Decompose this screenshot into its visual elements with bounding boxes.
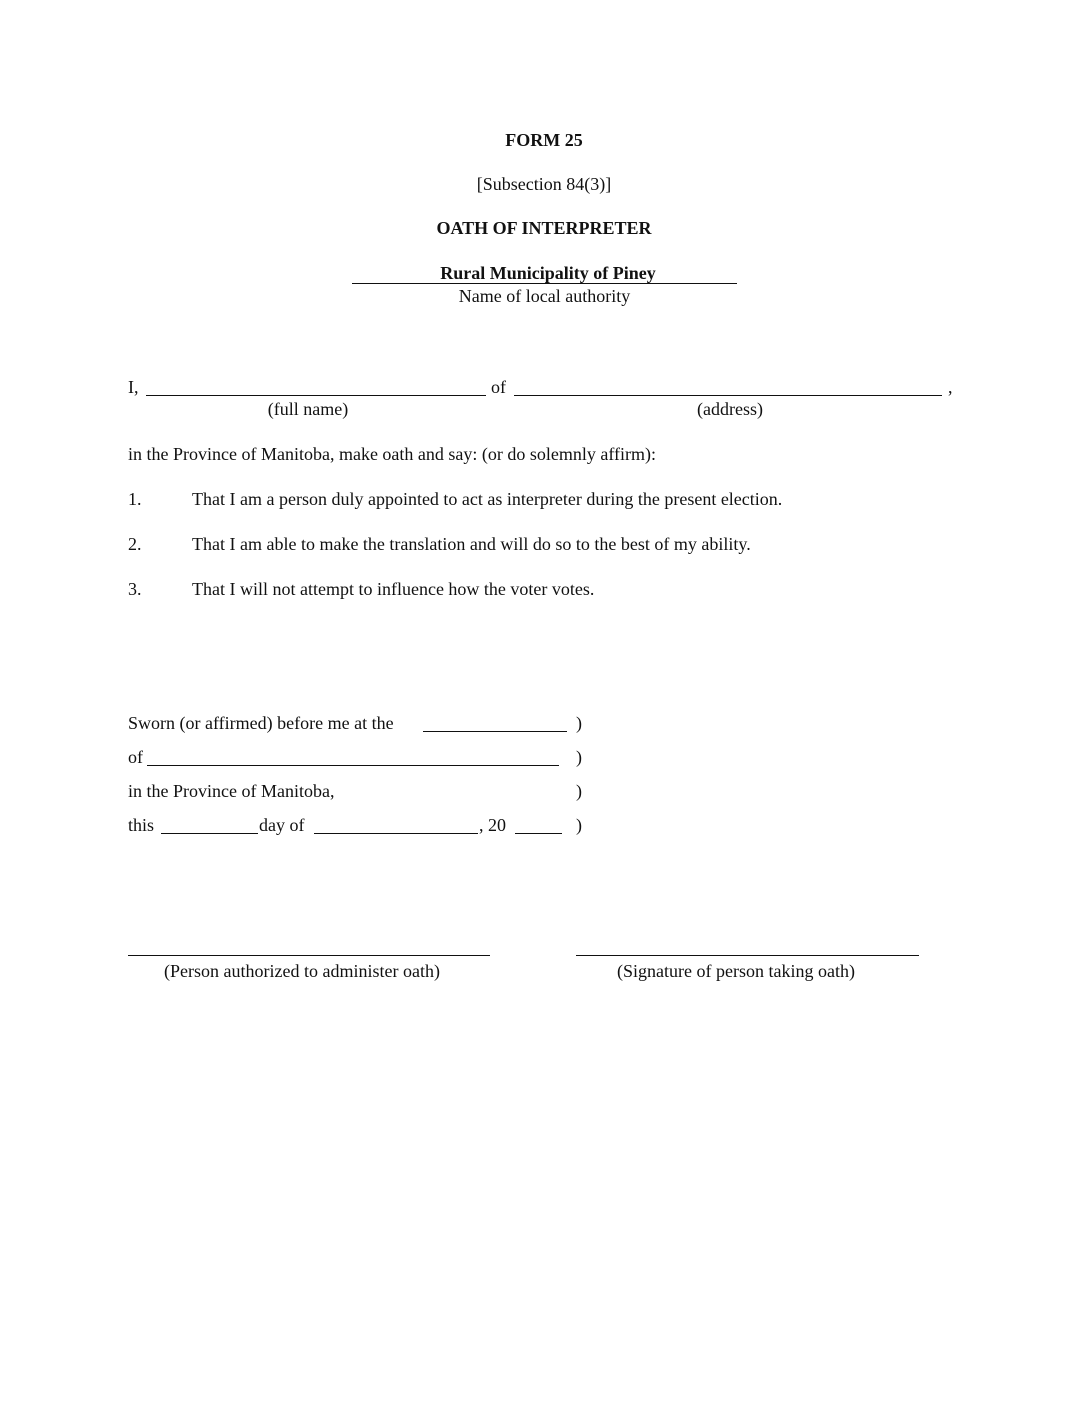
oath-intro: in the Province of Manitoba, make oath and say: (or do solemnly affirm): xyxy=(128,444,657,464)
statement-text-1: That I am a person duly appointed to act as interpreter during the present election. xyxy=(192,489,783,509)
jurat-bracket-2: ) xyxy=(576,747,582,767)
address-field[interactable] xyxy=(514,395,942,396)
sworn-day-field[interactable] xyxy=(161,833,258,834)
local-authority-line xyxy=(352,283,737,284)
sworn-place-field[interactable] xyxy=(423,731,567,732)
subsection-reference: [Subsection 84(3)] xyxy=(476,174,612,194)
local-authority-caption: Name of local authority xyxy=(458,286,631,306)
jurat-of-label: of xyxy=(128,747,143,767)
sworn-municipality-field[interactable] xyxy=(147,765,559,766)
declarant-trailing-comma: , xyxy=(948,377,953,397)
declarant-prefix: I, xyxy=(128,377,139,397)
oath-taker-signature-line[interactable] xyxy=(576,955,919,956)
statement-number-3: 3. xyxy=(128,579,142,599)
jurat-day-of-label: day of xyxy=(259,815,305,835)
statement-number-1: 1. xyxy=(128,489,142,509)
jurat-bracket-1: ) xyxy=(576,713,582,733)
jurat-bracket-3: ) xyxy=(576,781,582,801)
form-number: FORM 25 xyxy=(505,130,583,150)
administrator-signature-caption: (Person authorized to administer oath) xyxy=(164,961,440,981)
statement-text-2: That I am able to make the translation and will do so to the best of my ability. xyxy=(192,534,751,554)
full-name-field[interactable] xyxy=(146,395,486,396)
full-name-caption: (full name) xyxy=(267,399,349,419)
local-authority-value: Rural Municipality of Piney xyxy=(440,263,656,283)
jurat-this-label: this xyxy=(128,815,155,835)
form-title: OATH OF INTERPRETER xyxy=(436,218,652,238)
jurat-year-label: , 20 xyxy=(479,815,506,835)
statement-text-3: That I will not attempt to influence how the voter votes. xyxy=(192,579,595,599)
administrator-signature-line[interactable] xyxy=(128,955,490,956)
declarant-of-label: of xyxy=(491,377,506,397)
jurat-bracket-4: ) xyxy=(576,815,582,835)
address-caption: (address) xyxy=(697,399,763,419)
jurat-sworn-label: Sworn (or affirmed) before me at the xyxy=(128,713,394,733)
statement-number-2: 2. xyxy=(128,534,142,554)
sworn-year-field[interactable] xyxy=(515,833,562,834)
sworn-month-field[interactable] xyxy=(314,833,478,834)
oath-taker-signature-caption: (Signature of person taking oath) xyxy=(617,961,855,981)
jurat-province-label: in the Province of Manitoba, xyxy=(128,781,335,801)
